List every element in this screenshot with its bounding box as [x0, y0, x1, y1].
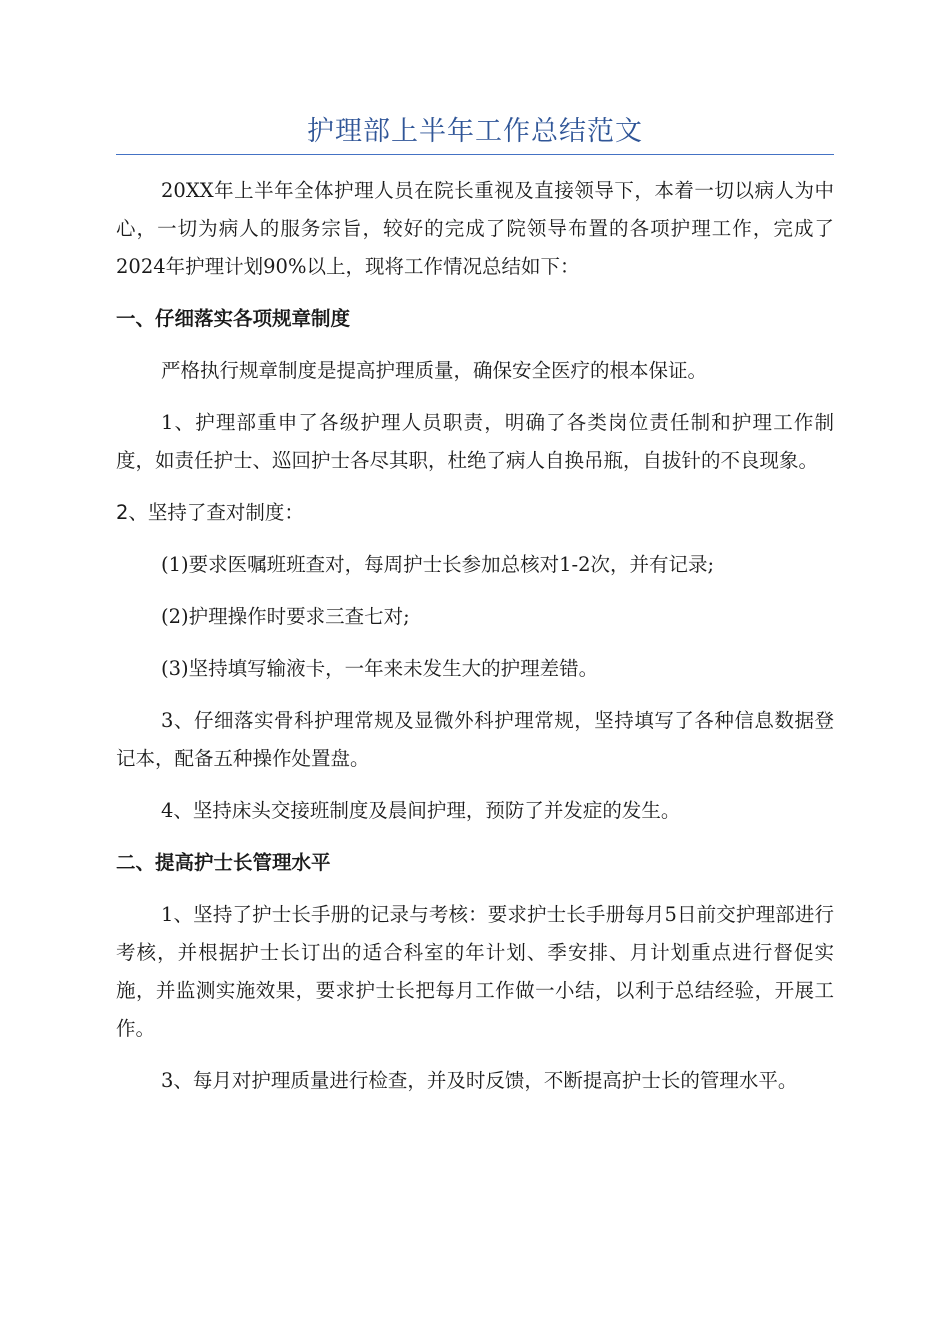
- section-1-lead-paragraph: 严格执行规章制度是提高护理质量，确保安全医疗的根本保证。: [161, 359, 708, 382]
- section-1-heading: 一、仔细落实各项规章制度: [116, 307, 351, 330]
- document-body: [116, 172, 834, 1100]
- section-1-sub-item-1: (1)要求医嘱班班查对，每周护士长参加总核对1-2次，并有记录;: [161, 553, 715, 576]
- section-2-item-3: 3、每月对护理质量进行检查，并及时反馈，不断提高护士长的管理水平。: [161, 1069, 798, 1092]
- section-2-heading: 二、提高护士长管理水平: [116, 851, 331, 874]
- section-1-item-3: 3、仔细落实骨科护理常规及显微外科护理常规，坚持填写了各种信息数据登记本，配备五种操作处置盘。: [116, 709, 834, 770]
- intro-paragraph: 20XX年上半年全体护理人员在院长重视及直接领导下，本着一切以病人为中心，一切为病人的服务宗旨，较好的完成了院领导布置的各项护理工作，完成了2024年护理计划90%以上，现将工作情况总结如下：: [116, 179, 834, 278]
- section-1-item-4: 4、坚持床头交接班制度及晨间护理，预防了并发症的发生。: [161, 799, 681, 822]
- section-2-item-1: 1、坚持了护士长手册的记录与考核：要求护士长手册每月5日前交护理部进行考核，并根据护士长订出的适合科室的年计划、季安排、月计划重点进行督促实施，并监测实施效果，要求护士长把每月工作做一小结，以利于总结经验，开展工作。: [116, 903, 834, 1040]
- section-1-sub-item-3: (3)坚持填写输液卡，一年来未发生大的护理差错。: [161, 657, 599, 680]
- section-1-item-1: 1、护理部重申了各级护理人员职责，明确了各类岗位责任制和护理工作制度，如责任护士、巡回护士各尽其职，杜绝了病人自换吊瓶，自拔针的不良现象。: [116, 411, 834, 472]
- title-underline: [116, 154, 834, 155]
- section-1-item-2-heading: 2、坚持了查对制度：: [116, 501, 304, 524]
- document-title: 护理部上半年工作总结范文: [307, 116, 643, 147]
- section-1-sub-item-2: (2)护理操作时要求三查七对;: [161, 605, 410, 628]
